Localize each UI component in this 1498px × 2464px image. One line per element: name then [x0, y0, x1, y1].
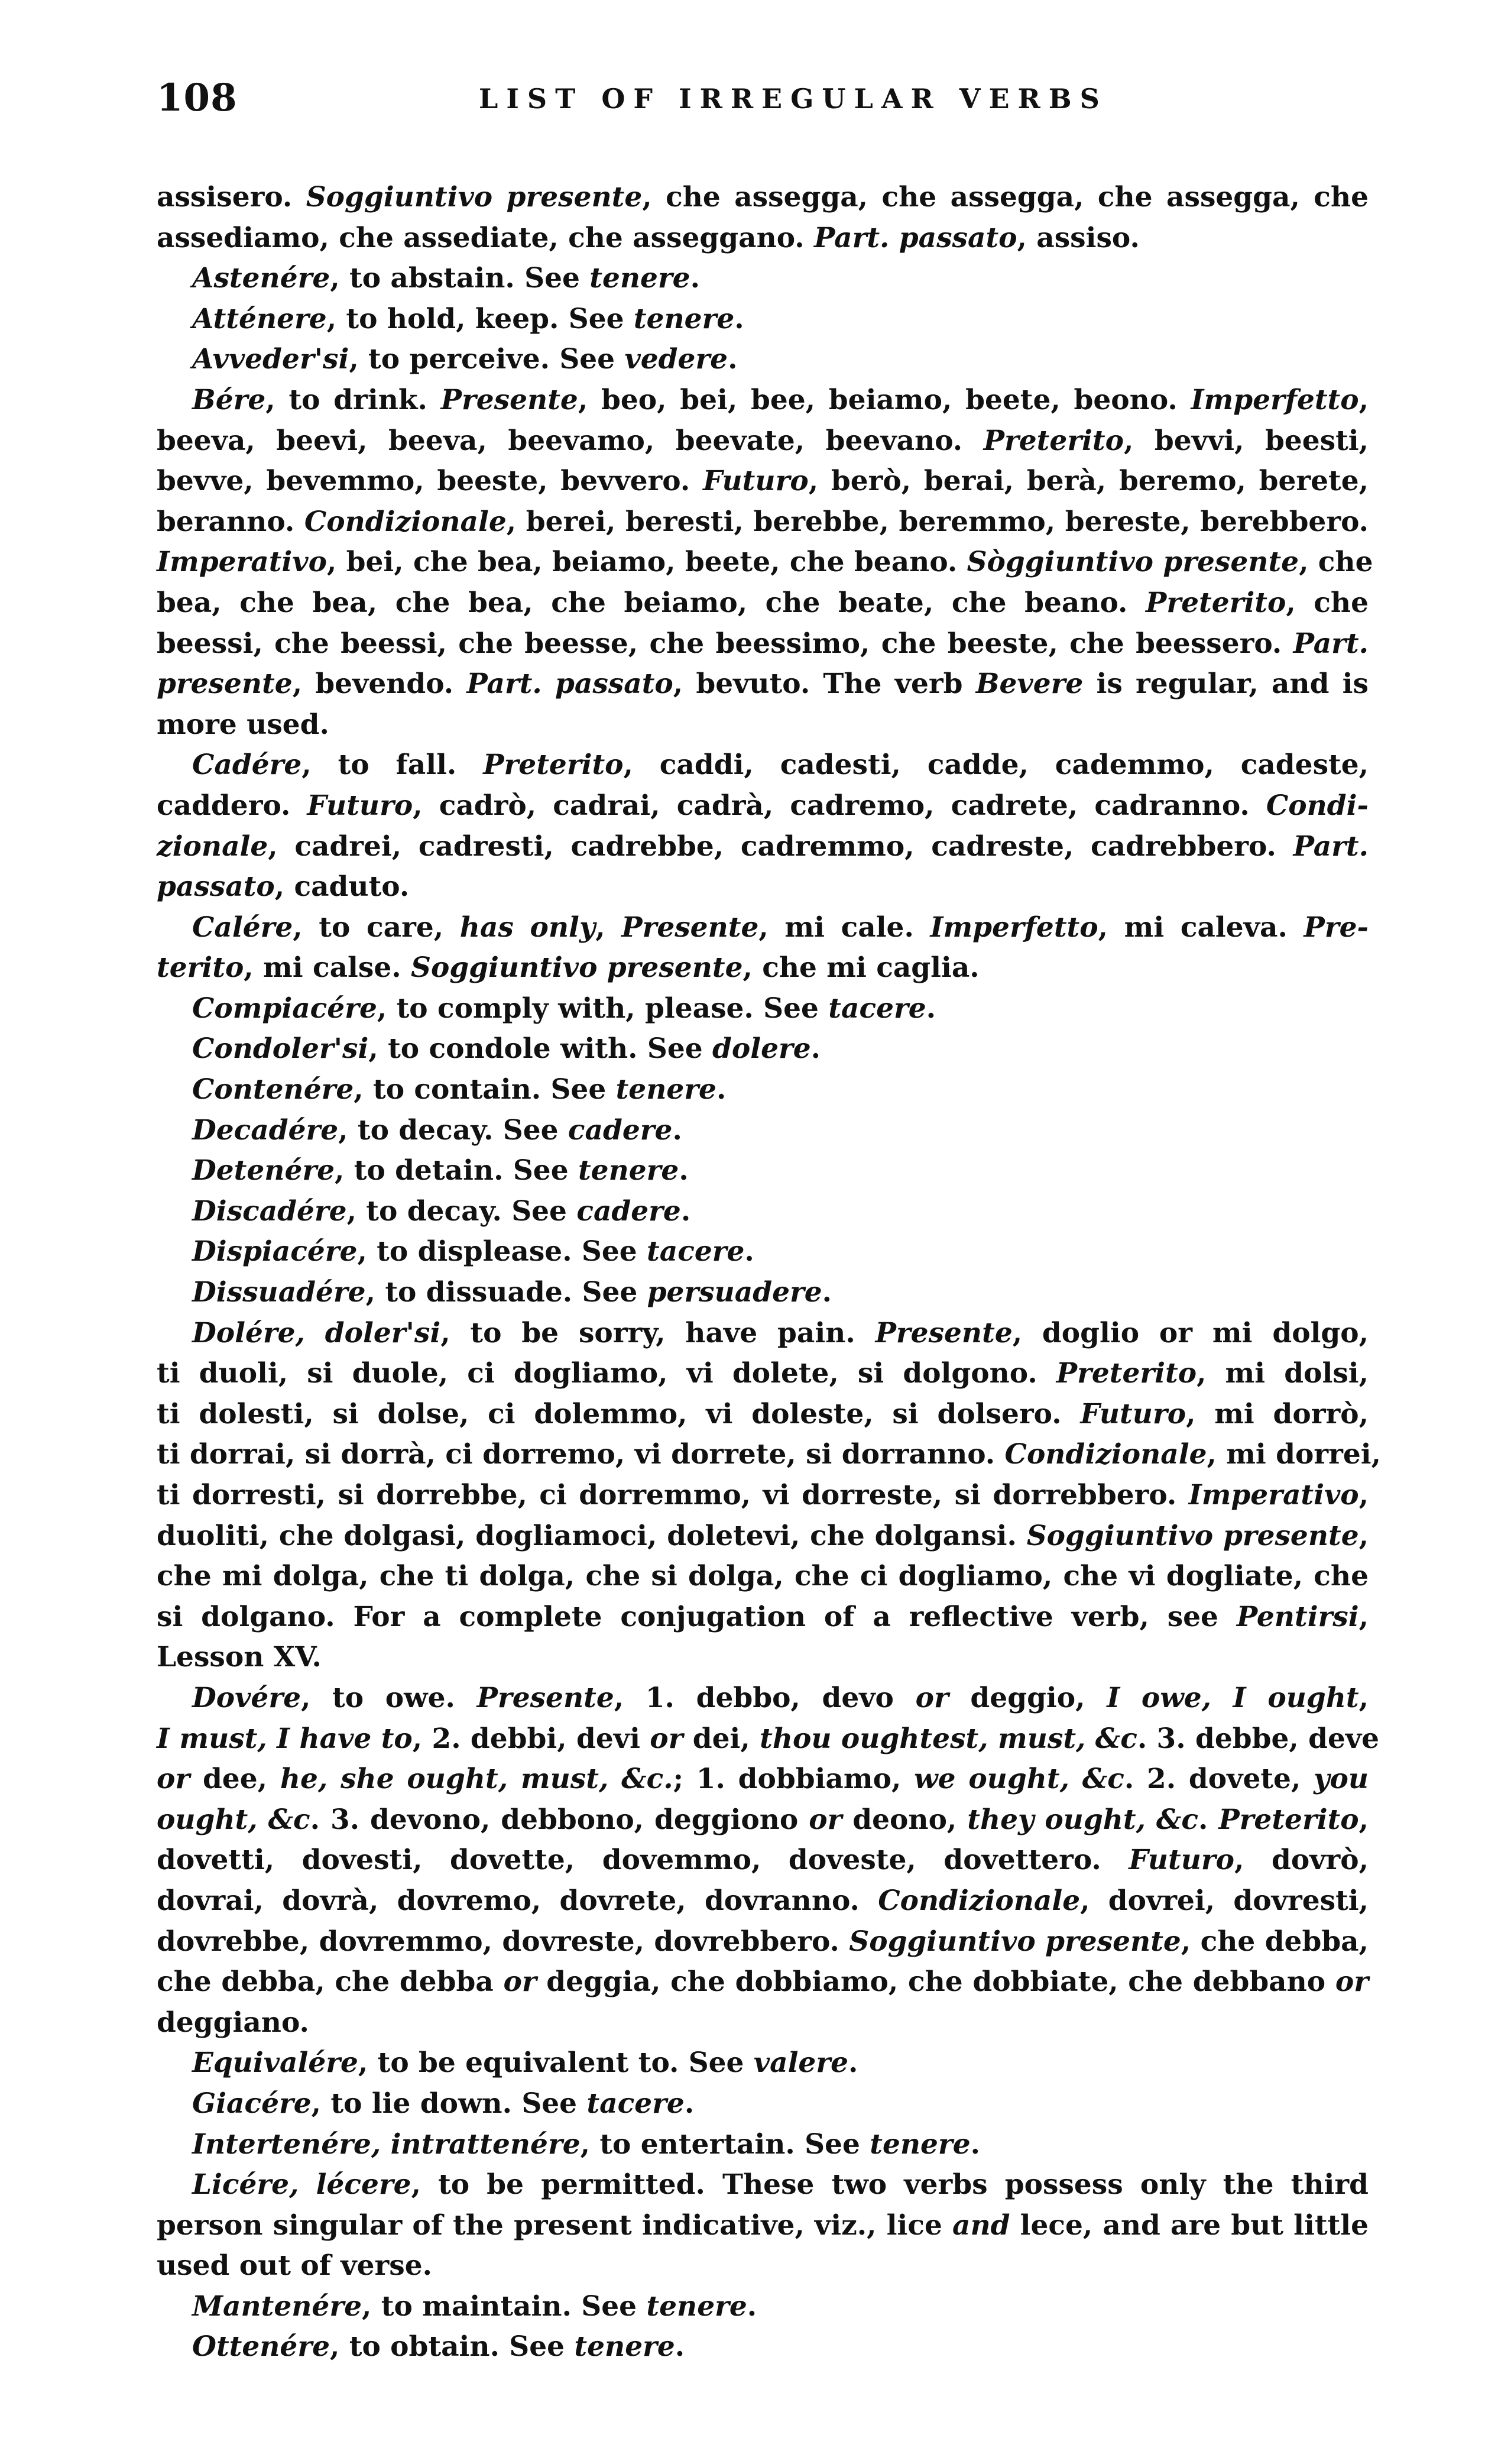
text-line: [157, 1394, 1369, 1435]
text: ,: [1358, 1600, 1369, 1633]
text-line: [157, 542, 1373, 583]
italic-text: Part. passato: [814, 221, 1017, 254]
text-line: [157, 1597, 1369, 1638]
text: bea, che bea, che bea, che beiamo, che beate, che beano.: [157, 586, 1146, 619]
italic-text: presente: [157, 668, 293, 701]
italic-text: I must, I have to: [157, 1722, 413, 1755]
italic-text: Soggiuntivo presente: [411, 951, 743, 985]
italic-text: Imperfetto: [1191, 383, 1359, 416]
text: .: [1198, 1803, 1219, 1836]
italic-text: Condizionale: [1004, 1438, 1207, 1471]
italic-text: Dispiacére: [192, 1235, 358, 1268]
text: dovrai, dovrà, dovremo, dovrete, dovranno.: [157, 1884, 878, 1917]
italic-text: Discadére: [192, 1194, 347, 1228]
text: .: [747, 2290, 757, 2323]
text: , che: [1299, 546, 1373, 579]
text: , mi caleva.: [1098, 911, 1304, 944]
text: duoliti, che dolgasi, dogliamoci, doletevi, che dolgansi.: [157, 1519, 1027, 1552]
italic-text: Sòggiuntivo presente: [967, 546, 1299, 579]
text: .: [690, 262, 700, 295]
text: beeva, beevi, beeva, beevamo, beevate, beevano.: [157, 424, 984, 457]
text: ,: [595, 911, 622, 944]
text: .: [848, 2047, 858, 2080]
text: ; 1. dobbiamo,: [673, 1763, 915, 1796]
text: .: [679, 1154, 689, 1187]
text: .: [675, 2330, 685, 2363]
text-line: [157, 2327, 1369, 2368]
text: bevve, bevemmo, beeste, bevvero.: [157, 465, 703, 498]
text-line: [157, 1840, 1369, 1881]
text: , bevvi, beesti,: [1123, 424, 1369, 457]
italic-text: Condoler'si: [192, 1032, 369, 1066]
text: , to displease. See: [357, 1235, 647, 1268]
text: .: [734, 302, 744, 335]
italic-text: tenere: [589, 262, 690, 295]
italic-text: Imperativo: [1188, 1479, 1359, 1511]
text-line: [157, 1881, 1369, 1922]
text: more used.: [157, 708, 329, 741]
italic-text: Atténere: [192, 302, 327, 335]
text: , to care,: [293, 911, 460, 944]
italic-text: valere: [753, 2047, 848, 2080]
italic-text: terito: [157, 951, 244, 985]
italic-text: tenere: [615, 1073, 716, 1106]
text: .: [672, 1113, 682, 1147]
italic-text: Contenére: [192, 1073, 354, 1106]
italic-text: tacere: [586, 2087, 685, 2120]
italic-text: Bevere: [975, 668, 1084, 701]
text: , caddi, cadesti, cadde, cademmo, cadeste,: [623, 749, 1369, 782]
text: , mi calse.: [244, 951, 411, 985]
text: , che assegga, che assegga, che assegga, che: [642, 181, 1369, 213]
text: , che: [1286, 586, 1369, 619]
italic-text: tenere: [574, 2330, 675, 2363]
italic-text: Presente: [440, 383, 578, 416]
italic-text: Dolére, doler'si: [192, 1316, 441, 1349]
text: dovetti, dovesti, dovette, dovemmo, doveste, dovettero.: [157, 1844, 1129, 1877]
running-title: LIST OF IRREGULAR VERBS: [479, 83, 1108, 115]
italic-text: Condi-: [1266, 789, 1369, 822]
text-line: [157, 1273, 1369, 1313]
text-line: [157, 1151, 1369, 1191]
italic-text: or: [915, 1681, 949, 1714]
text: , to owe.: [300, 1681, 477, 1714]
text: lece, and are but little: [1010, 2209, 1369, 2242]
italic-text: or: [650, 1722, 683, 1755]
text: , to detain. See: [335, 1154, 578, 1187]
italic-text: passato: [157, 870, 275, 904]
text: beessi, che beessi, che beesse, che beessimo, che beeste, che beessero.: [157, 627, 1293, 660]
text-line: [157, 1922, 1369, 1963]
text: , to decay. See: [346, 1194, 577, 1228]
text: , to dissuade. See: [365, 1276, 647, 1309]
italic-text: Preterito: [1056, 1357, 1197, 1390]
text: assisero.: [157, 181, 306, 213]
text: , cadrò, cadrai, cadrà, cadremo, cadrete, cadranno.: [413, 789, 1266, 822]
italic-text: Soggiuntivo presente: [849, 1925, 1181, 1958]
italic-text: dolere: [712, 1032, 811, 1066]
italic-text: Astenére: [192, 262, 330, 295]
italic-text: tenere: [646, 2290, 747, 2323]
text-line: [157, 380, 1369, 421]
text-line: [157, 258, 1369, 299]
text-line: [157, 827, 1369, 867]
italic-text: and: [952, 2209, 1010, 2242]
text: ti dolesti, si dolse, ci dolemmo, vi doleste, si dolsero.: [157, 1397, 1081, 1430]
text: , mi dorrei,: [1207, 1438, 1381, 1471]
italic-text: Condizionale: [304, 505, 507, 538]
italic-text: Soggiuntivo presente: [306, 181, 643, 213]
text: .: [926, 992, 936, 1025]
text: ,: [1358, 1519, 1369, 1552]
text: Lesson XV.: [157, 1641, 322, 1674]
text-line: [157, 1070, 1369, 1110]
italic-text: Part.: [1293, 830, 1369, 863]
italic-text: Dissuadére: [192, 1276, 366, 1309]
text: deggia, che dobbiamo, che dobbiate, che debbano: [536, 1966, 1335, 1999]
text: dovrebbe, dovremmo, dovreste, dovrebbero.: [157, 1925, 849, 1958]
text-line: [157, 624, 1369, 665]
italic-text: persuadere: [647, 1276, 822, 1309]
text: ti duoli, si duole, ci dogliamo, vi dolete, si dolgono.: [157, 1357, 1056, 1390]
text: . 3. devono, debbono, deggiono: [310, 1803, 809, 1836]
text: , bevuto. The verb: [673, 668, 976, 701]
text: , to be sorry, have pain.: [440, 1316, 876, 1349]
italic-text: Preterito: [1146, 586, 1286, 619]
page-body: [157, 177, 1381, 2368]
italic-text: Presente: [476, 1681, 614, 1714]
text: ,: [1358, 383, 1369, 416]
italic-text: Futuro: [1080, 1397, 1186, 1430]
italic-text: Futuro: [702, 465, 809, 498]
text: deono,: [842, 1803, 968, 1836]
text: .: [684, 2087, 695, 2120]
text-line: [157, 2003, 1369, 2044]
text-line: [157, 2165, 1369, 2206]
text-line: [157, 1435, 1381, 1475]
text: beranno.: [157, 505, 304, 538]
italic-text: Calére: [192, 911, 293, 944]
italic-text: Giacére: [192, 2087, 312, 2120]
text-line: [157, 1637, 1369, 1678]
italic-text: Cadére: [192, 749, 302, 782]
text-line: [157, 664, 1369, 705]
italic-text: Mantenére: [192, 2290, 362, 2323]
italic-text: Imperfetto: [930, 911, 1098, 944]
text-line: [157, 218, 1369, 259]
text: . 2. dovete,: [1124, 1763, 1314, 1796]
italic-text: or: [157, 1763, 190, 1796]
italic-text: tacere: [647, 1235, 745, 1268]
italic-text: Soggiuntivo presente: [1026, 1519, 1359, 1552]
text-line: [157, 948, 1369, 989]
text: used out of verse.: [157, 2249, 432, 2282]
italic-text: cadere: [576, 1194, 681, 1228]
italic-text: I owe, I ought: [1107, 1681, 1359, 1714]
text-line: [157, 1191, 1369, 1232]
text: , assiso.: [1017, 221, 1140, 254]
text-line: [157, 2043, 1369, 2084]
text-line: [157, 1719, 1380, 1760]
text: , to comply with, please. See: [377, 992, 829, 1025]
text: si dolgano. For a complete conjugation of a reflective verb, see: [157, 1600, 1237, 1633]
text: deggio,: [948, 1681, 1107, 1714]
text-line: [157, 2246, 1369, 2287]
text-line: [157, 745, 1369, 786]
text: che mi dolga, che ti dolga, che si dolga, che ci dogliamo, che vi dogliate, che: [157, 1560, 1369, 1593]
text-line: [157, 583, 1369, 624]
text: , to maintain. See: [362, 2290, 647, 2323]
text-line: [157, 2125, 1369, 2165]
text: ti dorrai, si dorrà, ci dorremo, vi dorrete, si dorranno.: [157, 1438, 1005, 1471]
text: ,: [1358, 1479, 1369, 1511]
text: , mi dolsi,: [1197, 1357, 1369, 1390]
italic-text: thou oughtest, must, &c: [760, 1722, 1137, 1755]
text: , dovrò,: [1234, 1844, 1369, 1877]
text: , 2. debbi, devi: [412, 1722, 650, 1755]
text: .: [716, 1073, 727, 1106]
italic-text: or: [809, 1803, 842, 1836]
italic-text: or: [1335, 1966, 1369, 1999]
text: , beo, bei, bee, beiamo, beete, beono.: [578, 383, 1191, 416]
text: caddero.: [157, 789, 307, 822]
italic-text: you: [1314, 1763, 1369, 1796]
text: , caduto.: [274, 870, 410, 904]
text: , che mi caglia.: [742, 951, 980, 985]
italic-text: cadere: [568, 1113, 673, 1147]
italic-text: Part.: [1293, 627, 1369, 660]
italic-text: zionale: [157, 830, 268, 863]
text: .: [810, 1032, 821, 1066]
text: , cadrei, cadresti, cadrebbe, cadremmo, cadreste, cadrebbero.: [268, 830, 1293, 863]
text: .: [822, 1276, 832, 1309]
text: , to fall.: [301, 749, 484, 782]
italic-text: Avveder'si: [192, 343, 349, 376]
text: , mi cale.: [758, 911, 930, 944]
italic-text: Compiacére: [192, 992, 377, 1025]
text: .: [728, 343, 738, 376]
text-line: [157, 339, 1369, 380]
italic-text: Condizionale: [878, 1884, 1081, 1917]
italic-text: he, she ought, must, &c.: [280, 1763, 673, 1796]
italic-text: Futuro: [307, 789, 413, 822]
text-line: [157, 1556, 1369, 1597]
text: assediamo, che assediate, che asseggano.: [157, 221, 815, 254]
italic-text: Pentirsi: [1236, 1600, 1359, 1633]
text: , to condole with. See: [368, 1032, 713, 1066]
text-line: [157, 177, 1369, 218]
italic-text: has only: [459, 911, 596, 944]
italic-text: Preterito: [483, 749, 624, 782]
italic-text: tacere: [828, 992, 926, 1025]
text: dei,: [683, 1722, 760, 1755]
text: , to obtain. See: [330, 2330, 575, 2363]
italic-text: Licére, lécere: [192, 2168, 411, 2201]
text-line: [157, 1759, 1369, 1800]
text-line: [157, 1475, 1369, 1516]
text: , to abstain. See: [330, 262, 590, 295]
italic-text: tenere: [578, 1154, 679, 1187]
text: , mi dorrò,: [1186, 1397, 1369, 1430]
text: , bei, che bea, beiamo, beete, che beano.: [326, 546, 967, 579]
text: , berei, beresti, berebbe, beremmo, bereste, berebbero.: [506, 505, 1369, 538]
italic-text: Decadére: [192, 1113, 339, 1147]
italic-text: Futuro: [1129, 1844, 1235, 1877]
italic-text: Imperativo: [157, 546, 327, 579]
text-line: [157, 299, 1369, 340]
text: , to perceive. See: [349, 343, 625, 376]
text-line: [157, 461, 1369, 502]
text-line: [157, 1800, 1369, 1841]
text: person singular of the present indicative, viz., lice: [157, 2209, 952, 2242]
text-line: [157, 705, 1369, 746]
text: ,: [1358, 1803, 1369, 1836]
italic-text: Ottenére: [192, 2330, 330, 2363]
italic-text: Pre-: [1304, 911, 1369, 944]
italic-text: Bére: [192, 383, 266, 416]
italic-text: Part. passato: [466, 668, 673, 701]
text: , to drink.: [265, 383, 441, 416]
text-line: [157, 1313, 1369, 1354]
text-line: [157, 1232, 1369, 1273]
text: .: [680, 1194, 691, 1228]
text: . 3. debbe, deve: [1137, 1722, 1380, 1755]
text-line: [157, 1516, 1369, 1557]
italic-text: we ought, &c: [914, 1763, 1124, 1796]
italic-text: they ought, &c: [967, 1803, 1198, 1836]
italic-text: Preterito: [1218, 1803, 1359, 1836]
text-line: [157, 2206, 1369, 2246]
text-line: [157, 989, 1369, 1029]
text: ,: [1358, 1681, 1369, 1714]
text: is regular, and is: [1083, 668, 1369, 701]
italic-text: or: [503, 1966, 537, 1999]
text: ti dorresti, si dorrebbe, ci dorremmo, vi dorreste, si dorrebbero.: [157, 1479, 1189, 1511]
italic-text: Presente: [621, 911, 759, 944]
italic-text: Equivalére: [192, 2047, 358, 2080]
text-line: [157, 908, 1369, 948]
text: , dovrei, dovresti,: [1080, 1884, 1369, 1917]
text: .: [744, 1235, 754, 1268]
italic-text: Presente: [875, 1316, 1013, 1349]
text-line: [157, 502, 1369, 543]
italic-text: tenere: [633, 302, 735, 335]
italic-text: Intertenére, intrattenére: [192, 2128, 581, 2161]
page-number: 108: [157, 76, 238, 120]
text-line: [157, 2287, 1369, 2327]
text: , to entertain. See: [580, 2128, 870, 2161]
italic-text: vedere: [624, 343, 728, 376]
text: .: [970, 2128, 980, 2161]
text: , to hold, keep. See: [326, 302, 634, 335]
text: , berò, berai, berà, beremo, berete,: [808, 465, 1369, 498]
italic-text: tenere: [870, 2128, 971, 2161]
text-line: [157, 786, 1369, 827]
text-line: [157, 1354, 1369, 1394]
text-line: [157, 867, 1369, 908]
text: , to be equivalent to. See: [358, 2047, 754, 2080]
text: , to contain. See: [354, 1073, 616, 1106]
text: , to be permitted. These two verbs possess only the third: [411, 2168, 1369, 2201]
text: , 1. debbo, devo: [614, 1681, 916, 1714]
italic-text: ought, &c: [157, 1803, 310, 1836]
text-line: [157, 1678, 1369, 1719]
text-line: [157, 1962, 1369, 2003]
text-line: [157, 1110, 1369, 1151]
text: , to lie down. See: [311, 2087, 587, 2120]
text-line: [157, 421, 1369, 462]
text: , to decay. See: [338, 1113, 568, 1147]
italic-text: Detenére: [192, 1154, 335, 1187]
text: , che debba,: [1181, 1925, 1369, 1958]
text: che debba, che debba: [157, 1966, 504, 1999]
text-line: [157, 1029, 1369, 1070]
italic-text: Preterito: [983, 424, 1124, 457]
text: deggiano.: [157, 2006, 309, 2039]
text: , doglio or mi dolgo,: [1012, 1316, 1369, 1349]
italic-text: Dovére: [192, 1681, 301, 1714]
text: , bevendo.: [292, 668, 467, 701]
text: dee,: [190, 1763, 280, 1796]
text-line: [157, 2084, 1369, 2125]
